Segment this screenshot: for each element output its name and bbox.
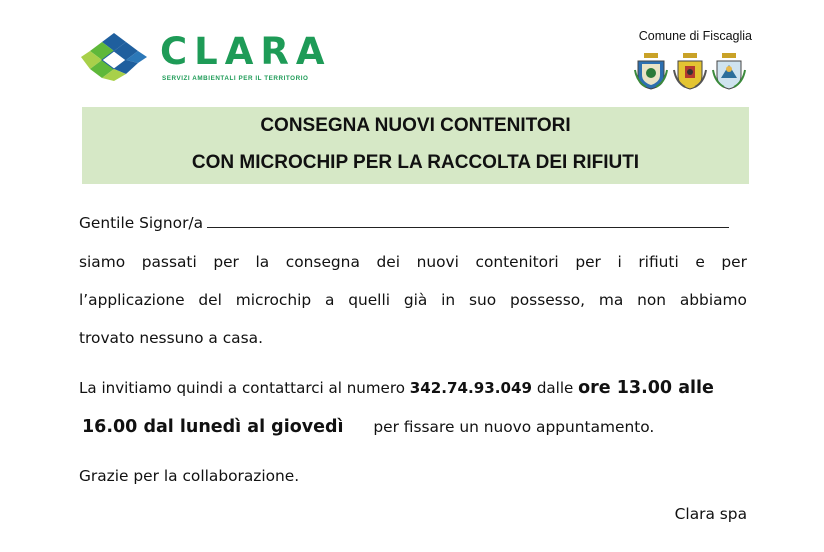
p1-line2-word: del	[198, 291, 222, 309]
diamond-logo-icon	[80, 32, 148, 82]
p1-line1-word: nuovi	[416, 253, 459, 271]
salutation-line	[79, 213, 747, 233]
logo-name: CLARA	[160, 30, 332, 73]
p1-line1-word: per	[213, 253, 239, 271]
title-banner	[82, 107, 749, 184]
p1-line2-word: abbiamo	[679, 291, 747, 309]
invite-text: La invitiamo quindi a contattarci al numero	[79, 379, 405, 397]
paragraph-1-line-1	[79, 252, 747, 272]
thanks-line: Grazie per la collaborazione.	[79, 467, 300, 485]
p1-line1-word: siamo	[79, 253, 126, 271]
p1-line2-word: quelli	[348, 291, 391, 309]
p1-line2-word: non	[637, 291, 667, 309]
hours-part-2: 16.00 dal lunedì al giovedì	[82, 417, 344, 437]
p1-line1-word: consegna	[285, 253, 360, 271]
dalle-text: dalle	[536, 379, 574, 397]
p1-line1-word: dei	[376, 253, 400, 271]
p1-line1-word: per	[575, 253, 601, 271]
logo-text	[160, 30, 332, 83]
crest-icon-1	[634, 52, 668, 90]
paragraph-2-line-2	[82, 417, 750, 437]
crests	[634, 52, 746, 90]
p1-line2-word: ma	[598, 291, 624, 309]
p1-line2-word: suo	[468, 291, 497, 309]
p1-line2-word: a	[324, 291, 335, 309]
signature: Clara spa	[674, 505, 747, 523]
p1-line2-word: microchip	[235, 291, 312, 309]
p1-line1-word: e	[695, 253, 705, 271]
p1-line2-word: possesso,	[509, 291, 586, 309]
p1-line2-word: già	[403, 291, 428, 309]
logo-tagline: SERVIZI AMBIENTALI PER IL TERRITORIO	[162, 75, 309, 82]
crest-icon-3	[712, 52, 746, 90]
p1-line2-word: l’applicazione	[79, 291, 185, 309]
p1-line1-word: la	[255, 253, 270, 271]
paragraph-2-line-1	[79, 378, 747, 398]
comune-name: Comune di Fiscaglia	[638, 29, 752, 43]
hours-part-1: ore 13.00 alle	[578, 378, 714, 398]
salutation: Gentile Signor/a	[79, 214, 204, 232]
p1-line1-word: per	[721, 253, 747, 271]
p1-line1-word: rifiuti	[638, 253, 679, 271]
p1-line1-word: i	[617, 253, 622, 271]
banner-title-line-2: CON MICROCHIP PER LA RACCOLTA DEI RIFIUTI	[191, 152, 640, 173]
p1-line1-word: passati	[141, 253, 197, 271]
p1-line2-word: in	[441, 291, 456, 309]
p1-line1-word: contenitori	[475, 253, 559, 271]
banner-title-line-1: CONSEGNA NUOVI CONTENITORI	[260, 115, 571, 136]
crest-icon-2	[673, 52, 707, 90]
paragraph-1-line-3: trovato nessuno a casa.	[79, 329, 263, 347]
name-blank-line	[207, 213, 729, 228]
phone-number: 342.74.93.049	[409, 379, 532, 397]
appointment-text: per fissare un nuovo appuntamento.	[373, 418, 655, 436]
paragraph-1-line-2	[79, 290, 747, 310]
